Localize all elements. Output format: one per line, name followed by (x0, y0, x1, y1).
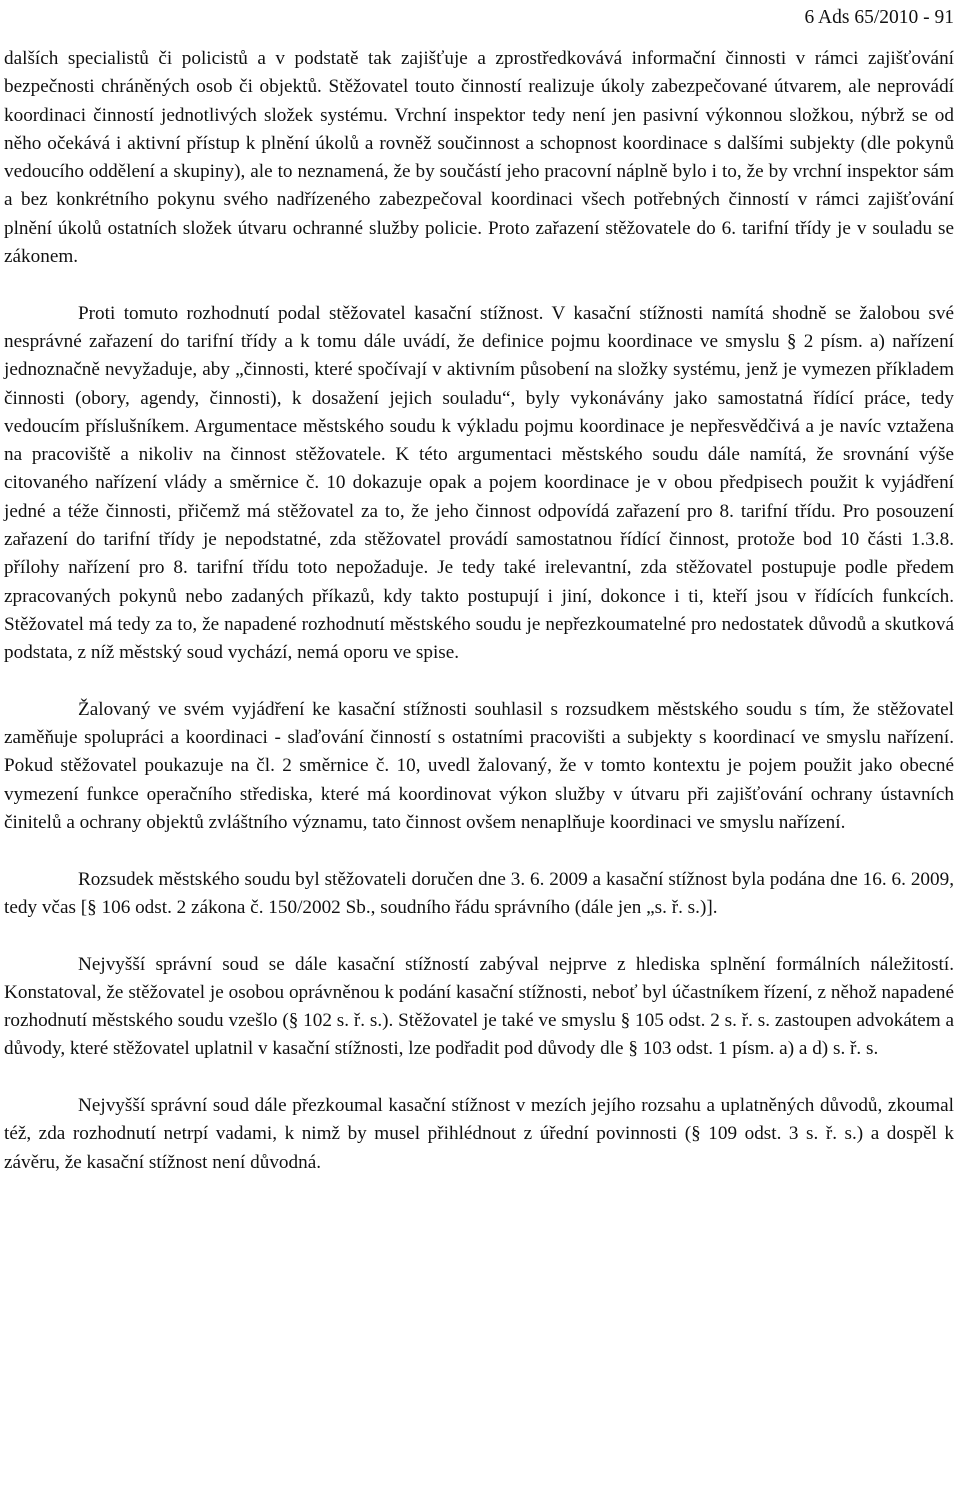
paragraph-formal-requirements: Nejvyšší správní soud se dále kasační stížností zabýval nejprve z hlediska splnění formálních náležitostí. Konstatoval, že stěžovatel je osobou oprávněnou k podání kasační stížnosti, neboť byl účastníkem řízení, z něhož napadené rozhodnutí městského soudu vzešlo (§ 102 s. ř. s.). Stěžovatel je také ve smyslu § 105 odst. 2 s. ř. s. zastoupen advokátem a důvody, které stěžovatel uplatnil v kasační stížnosti, lze podřadit pod důvody dle § 103 odst. 1 písm. a) a d) s. ř. s. (4, 953, 954, 1060)
paragraph-defendant-statement: Žalovaný ve svém vyjádření ke kasační stížnosti souhlasil s rozsudkem městského soudu s tím, že stěžovatel zaměňuje spolupráci a koordinaci - slaďování činností s ostatními pracovišti a subjekty s koordinací ve smyslu nařízení. Pokud stěžovatel poukazuje na čl. 2 směrnice č. 10, uvedl žalovaný, že v tomto kontextu je pojem použit jako obecné vymezení funkce operačního střediska, které má koordinovat výkon služby v útvaru při zajišťování ochrany ústavních činitelů a ochrany objektů zvláštního významu, tato činnost ovšem nenaplňuje koordinaci ve smyslu nařízení. (4, 698, 954, 834)
page-header-reference: 6 Ads 65/2010 - 91 (804, 7, 954, 28)
document-body (4, 45, 954, 1177)
paragraph-review-conclusion: Nejvyšší správní soud dále přezkoumal kasační stížnost v mezích jejího rozsahu a uplatněných důvodů, zkoumal též, zda rozhodnutí netrpí vadami, k nimž by musel přihlédnout z úřední povinnosti (§ 109 odst. 3 s. ř. s.) a dospěl k závěru, že kasační stížnost není důvodná. (4, 1094, 954, 1173)
paragraph-cassation-complaint: Proti tomuto rozhodnutí podal stěžovatel kasační stížnost. V kasační stížnosti namítá shodně se žalobou své nesprávné zařazení do tarifní třídy a k tomu dále uvádí, že definice pojmu koordinace ve smyslu § 2 písm. a) nařízení jednoznačně nevyžaduje, aby „činnosti, které spočívají v aktivním působení na složky systému, jenž je vymezen příkladem činnosti (obory, agendy, činnosti), k dosažení jejich souladu“, byly vykonávány jako samostatná řídící práce, tedy vedoucím příslušníkem. Argumentace městského soudu k výkladu pojmu koordinace je nepřesvědčivá a je navíc vztažena na pracoviště a nikoliv na činnost stěžovatele. K této argumentaci městského soudu dále namítá, že srovnání výše citovaného nařízení vlády a směrnice č. 10 dokazuje opak a pojem koordinace je v obou předpisech použit k vyjádření jedné a téže činnosti, přičemž má stěžovatel za to, že jeho činnost odpovídá zařazení pro 8. tarifní třídu. Pro posouzení zařazení do tarifní třídy je nepodstatné, zda stěžovatel provádí samostatnou řídící činnost, protože bod 10 části 1.3.8. přílohy nařízení pro 8. tarifní třídu toto nepožaduje. Je tedy také irelevantní, zda stěžovatel postupuje podle předem zpracovaných pokynů nebo zadaných příkazů, kdy takto postupují i jiní, dokonce i ti, kteří jsou v řídících funkcích. Stěžovatel má tedy za to, že napadené rozhodnutí městského soudu je nepřezkoumatelné pro nedostatek důvodů a skutková podstata, z níž městský soud vychází, nemá oporu ve spise. (4, 302, 954, 664)
paragraph-delivery-timeliness: Rozsudek městského soudu byl stěžovateli doručen dne 3. 6. 2009 a kasační stížnost byla podána dne 16. 6. 2009, tedy včas [§ 106 odst. 2 zákona č. 150/2002 Sb., soudního řádu správního (dále jen „s. ř. s.)]. (4, 868, 954, 918)
paragraph-continued-reasoning: dalších specialistů či policistů a v podstatě tak zajišťuje a zprostředkovává informační činnosti v rámci zajišťování bezpečnosti chráněných osob či objektů. Stěžovatel touto činností realizuje úkoly zabezpečované útvarem, ale neprovádí koordinaci činností jednotlivých složek systému. Vrchní inspektor tedy není jen pasivní výkonnou složkou, nýbrž se od něho očekává i aktivní přístup k plnění úkolů a rovněž součinnost a schopnost koordinace s dalšími subjekty (dle pokynů vedoucího oddělení a skupiny), ale to neznamená, že by součástí jeho pracovní náplně bylo i to, že by vrchní inspektor sám a bez konkrétního pokynu svého nadřízeného zabezpečoval koordinaci všech potřebných činností v rámci zajišťování plnění úkolů ostatních složek útvaru ochranné služby policie. Proto zařazení stěžovatele do 6. tarifní třídy je v souladu se zákonem. (4, 48, 954, 268)
